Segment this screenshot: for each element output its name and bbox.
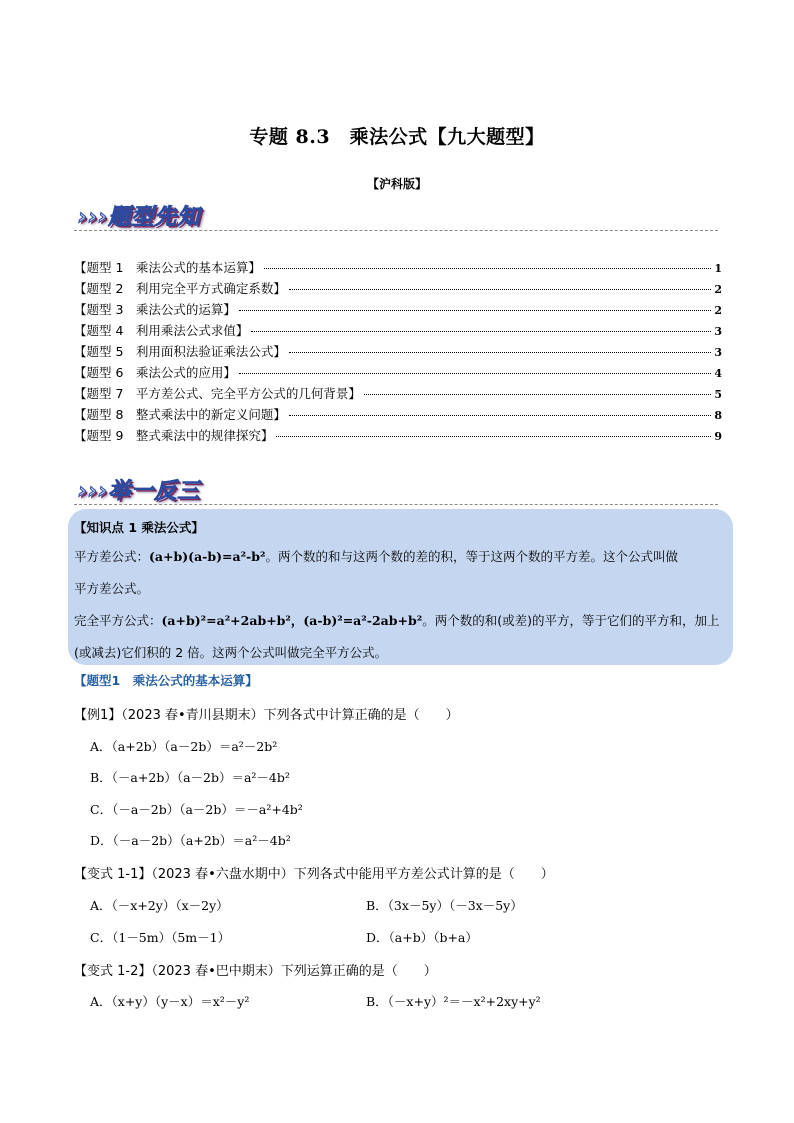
dashed-divider	[74, 504, 718, 505]
toc-row[interactable]: 【题型 7 平方差公式、完全平方公式的几何背景】 5	[74, 386, 722, 401]
toc-row[interactable]: 【题型 3 乘法公式的运算】 2	[74, 302, 722, 317]
toc-row[interactable]: 【题型 4 利用乘法公式求值】 3	[74, 323, 722, 338]
option-d: D．（－a－2b）（a+2b）＝a²－4b²	[90, 833, 291, 848]
section-heading: 【题型1 乘法公式的基本运算】	[74, 673, 258, 688]
option-b: B．（－a+2b）（a－2b）＝a²－4b²	[90, 770, 290, 785]
document-subtitle: 【沪科版】	[366, 177, 427, 191]
knowledge-heading: 【知识点 1 乘法公式】	[74, 520, 204, 535]
option-d: D．（a+b）（b+a）	[366, 930, 478, 945]
document-title: 专题 8.3 乘法公式【九大题型】	[249, 126, 545, 148]
toc-row[interactable]: 【题型 5 利用面积法验证乘法公式】 3	[74, 344, 722, 359]
toc-row[interactable]: 【题型 1 乘法公式的基本运算】 1	[74, 260, 722, 275]
toc-row[interactable]: 【题型 8 整式乘法中的新定义问题】 8	[74, 407, 722, 422]
dashed-divider	[74, 230, 718, 231]
variant-question: 【变式 1-2】（2023 春•巴中期末）下列运算正确的是（ ）	[74, 964, 437, 979]
knowledge-paragraph: 完全平方公式：(a+b)²=a²+2ab+b²，(a-b)²=a²-2ab+b²。两个数的和(或差)的平方，等于它们的平方和，加上 (或减去)它们积的 2 倍。这两个公式叫做完全平方公式。	[74, 613, 720, 660]
banner-text: ›››举一反三	[78, 479, 201, 504]
option-b: B．（3x－5y）（－3x－5y）	[366, 898, 523, 913]
option-c: C．（－a－2b）（a－2b）＝－a²+4b²	[90, 802, 303, 817]
knowledge-box	[68, 509, 733, 665]
variant-question: 【变式 1-1】（2023 春•六盘水期中）下列各式中能用平方差公式计算的是（ ）	[74, 867, 554, 882]
option-a: A．（x+y）（y－x）＝x²－y²	[90, 994, 250, 1009]
section-banner-preview	[74, 198, 718, 234]
table-of-contents	[74, 258, 722, 447]
toc-row[interactable]: 【题型 6 乘法公式的应用】 4	[74, 365, 722, 380]
option-a: A．（a+2b）（a－2b）＝a²－2b²	[90, 739, 278, 754]
option-b: B．（－x+y）²＝－x²+2xy+y²	[366, 994, 541, 1009]
section-banner-practice	[74, 472, 718, 508]
knowledge-paragraph: 平方差公式：(a+b)(a-b)=a²-b²。两个数的和与这两个数的差的积，等于这两个数的平方差。这个公式叫做 平方差公式。	[74, 549, 678, 596]
example-question: 【例1】（2023 春•青川县期末）下列各式中计算正确的是（ ）	[74, 708, 459, 723]
banner-text: ›››题型先知	[78, 205, 201, 230]
toc-row[interactable]: 【题型 2 利用完全平方式确定系数】 2	[74, 281, 722, 296]
option-a: A．（－x+2y）（x－2y）	[90, 898, 229, 913]
option-c: C．（1－5m）（5m－1）	[90, 930, 231, 945]
toc-row[interactable]: 【题型 9 整式乘法中的规律探究】 9	[74, 428, 722, 443]
